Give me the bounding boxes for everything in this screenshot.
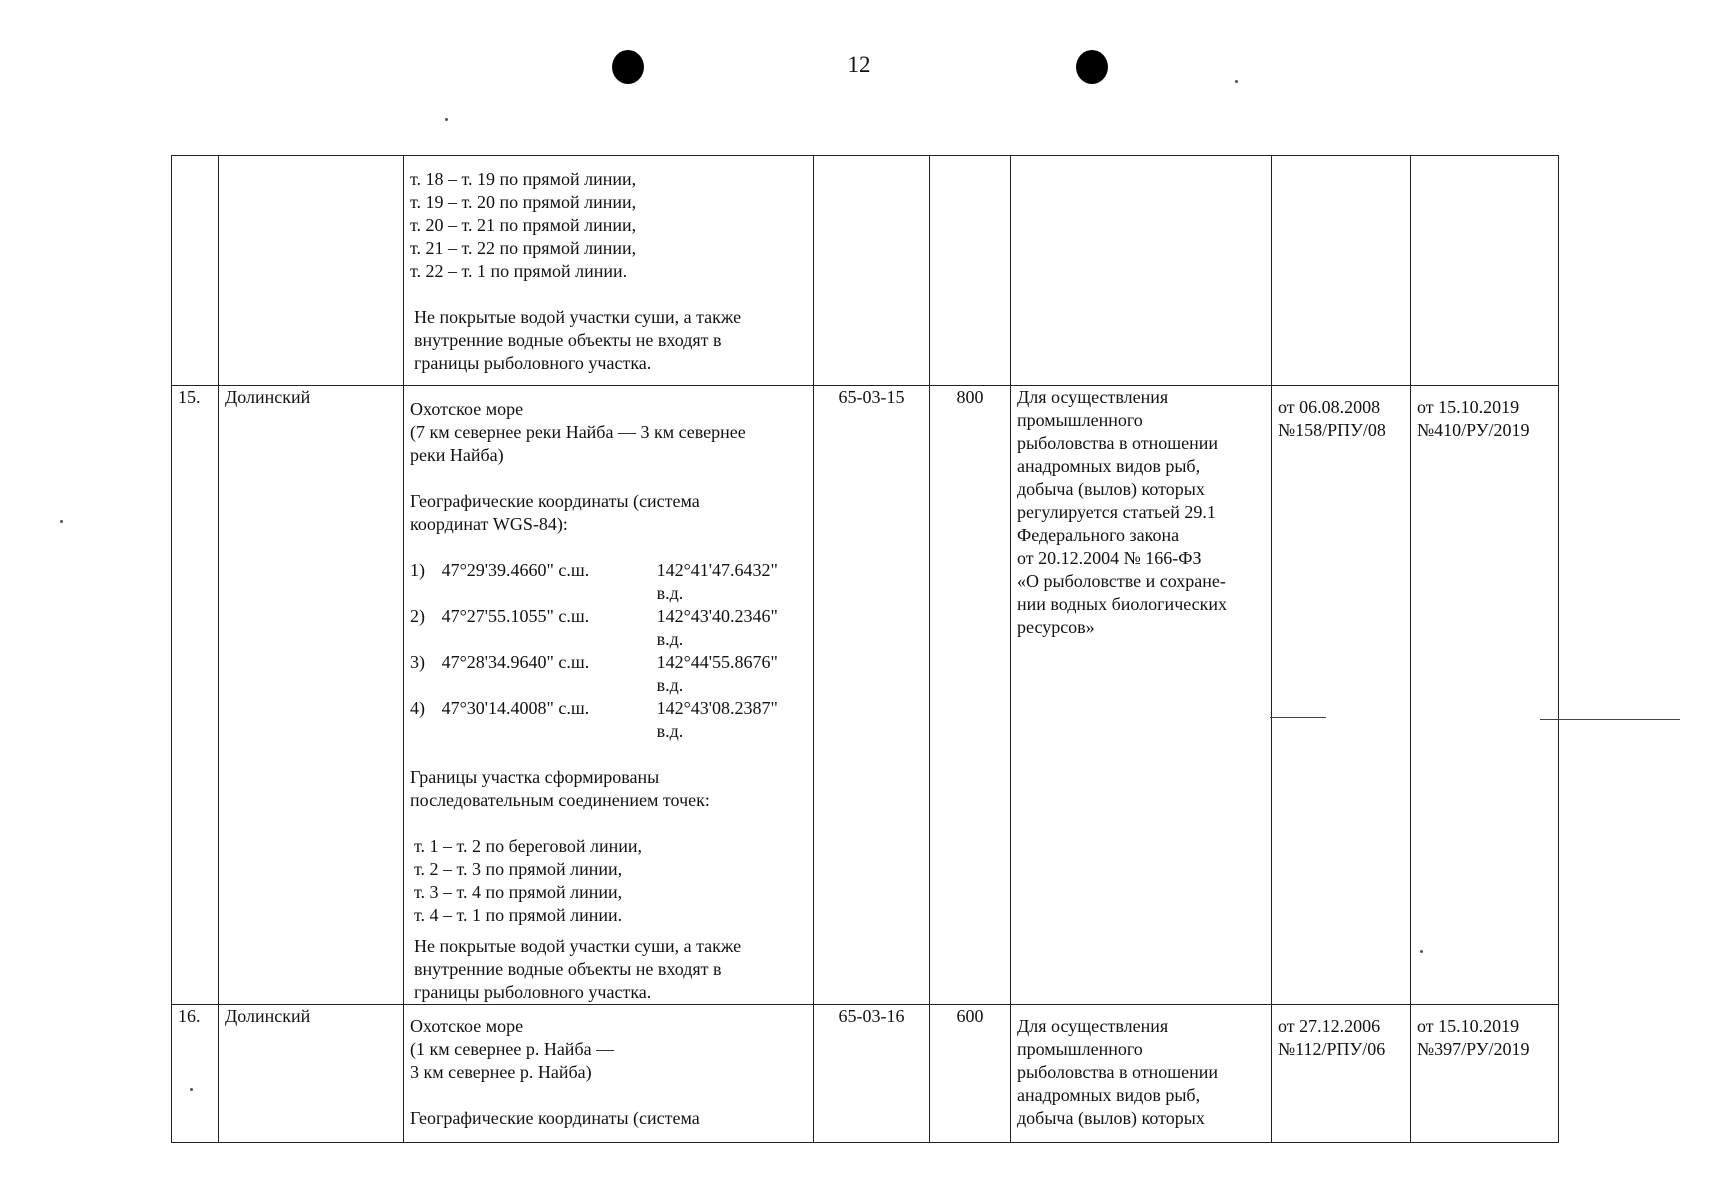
coord-index: 3) [410,652,425,672]
date-cell [1411,156,1559,386]
purpose-line: нии водных биологических [1017,594,1228,614]
purpose-line: «О рыболовстве и сохране- [1017,571,1226,591]
code-cell: 65-03-16 [814,1005,930,1143]
boundary-line: т. 20 – т. 21 по прямой линии, [410,215,637,235]
permit-date: от 27.12.2006 [1278,1016,1381,1036]
table-row [172,156,1559,386]
coord-lon: 142°44'55.8676" в.д. [656,652,778,695]
boundary-line: т. 3 – т. 4 по прямой линии, [414,882,623,902]
note-line: Не покрытые водой участки суши, а также [414,936,742,956]
purpose-line: Для осуществления [1017,387,1169,407]
coord-lat: 47°27'55.1055" с.ш. [441,606,590,626]
purpose-cell [1011,1005,1272,1143]
district-cell [219,156,404,386]
purpose-line: рыболовства в отношении [1017,433,1219,453]
purpose-line: анадромных видов рыб, [1017,456,1201,476]
boundary-line: т. 21 – т. 22 по прямой линии, [410,238,637,258]
scan-speck [1235,80,1238,83]
date-cell [1411,1005,1559,1143]
purpose-line: добыча (вылов) которых [1017,1108,1205,1128]
note-line: внутренние водные объекты не входят в [414,330,722,350]
permit-date: от 15.10.2019 [1417,1016,1520,1036]
note-line: границы рыболовного участка. [414,982,652,1002]
coordinate-row [410,605,807,651]
location-line: (7 км севернее реки Найба — 3 км севернее [410,422,746,442]
coord-lat: 47°30'14.4008" с.ш. [441,698,590,718]
permit-number: №158/РПУ/08 [1278,420,1386,440]
area-cell: 600 [930,1005,1011,1143]
scan-artifact-line [1270,717,1326,718]
boundary-line: т. 1 – т. 2 по береговой линии, [414,836,643,856]
purpose-line: Для осуществления [1017,1016,1169,1036]
coord-index: 2) [410,606,425,626]
note-line: Не покрытые водой участки суши, а также [414,307,742,327]
area-cell: 800 [930,386,1011,1005]
coord-lon: 142°41'47.6432" в.д. [656,560,778,603]
description-cell [404,1005,814,1143]
boundary-line: т. 19 – т. 20 по прямой линии, [410,192,637,212]
permit-number: №112/РПУ/06 [1278,1039,1386,1059]
scan-speck [1420,950,1423,953]
purpose-line: Федерального закона [1017,525,1180,545]
boundary-line: т. 22 – т. 1 по прямой линии. [410,261,628,281]
sea-name: Охотское море [410,1016,524,1036]
purpose-cell [1011,386,1272,1005]
location-line: 3 км севернее р. Найба) [410,1062,592,1082]
coords-heading: координат WGS-84): [410,514,568,534]
coordinate-row [410,651,807,697]
purpose-line: промышленного [1017,1039,1143,1059]
boundary-line: т. 18 – т. 19 по прямой линии, [410,169,637,189]
table-row [172,1005,1559,1143]
permit-number: №410/РУ/2019 [1417,420,1530,440]
scan-speck [445,118,448,121]
date-cell [1272,1005,1411,1143]
district-cell: Долинский [219,386,404,1005]
code-cell [814,156,930,386]
district-cell: Долинский [219,1005,404,1143]
punch-hole-left [612,50,644,84]
coordinate-row [410,697,807,743]
scan-speck [60,520,63,523]
punch-hole-right [1076,50,1108,84]
date-cell [1272,156,1411,386]
coord-lon: 142°43'08.2387" в.д. [656,698,778,741]
coords-heading: Географические координаты (система [410,491,700,511]
row-number-cell: 15. [172,386,219,1005]
purpose-cell [1011,156,1272,386]
coord-index: 1) [410,560,425,580]
date-cell [1272,386,1411,1005]
code-cell: 65-03-15 [814,386,930,1005]
note-line: границы рыболовного участка. [414,353,652,373]
coord-lat: 47°29'39.4660" с.ш. [441,560,590,580]
coord-lon: 142°43'40.2346" в.д. [656,606,778,649]
location-line: (1 км севернее р. Найба — [410,1039,615,1059]
date-cell [1411,386,1559,1005]
scan-speck [190,1088,193,1091]
coordinate-row [410,559,807,605]
coords-heading: Географические координаты (система [410,1108,700,1128]
description-cell [404,156,814,386]
purpose-line: рыболовства в отношении [1017,1062,1219,1082]
scan-artifact-line [1540,719,1680,720]
purpose-line: промышленного [1017,410,1143,430]
sea-name: Охотское море [410,399,524,419]
purpose-line: от 20.12.2004 № 166-ФЗ [1017,548,1202,568]
bounds-heading: последовательным соединением точек: [410,790,710,810]
boundary-line: т. 4 – т. 1 по прямой линии. [414,905,623,925]
permit-number: №397/РУ/2019 [1417,1039,1530,1059]
purpose-line: регулируется статьей 29.1 [1017,502,1216,522]
area-cell [930,156,1011,386]
row-number-cell: 16. [172,1005,219,1143]
boundary-line: т. 2 – т. 3 по прямой линии, [414,859,623,879]
row-number-cell [172,156,219,386]
description-cell [404,386,814,1005]
purpose-line: ресурсов» [1017,617,1095,637]
page-number: 12 [847,52,871,77]
bounds-heading: Границы участка сформированы [410,767,660,787]
coord-index: 4) [410,698,425,718]
coord-lat: 47°28'34.9640" с.ш. [441,652,590,672]
table-row [172,386,1559,1005]
permit-date: от 15.10.2019 [1417,397,1520,417]
location-line: реки Найба) [410,445,504,465]
purpose-line: анадромных видов рыб, [1017,1085,1201,1105]
fishing-plots-table [171,155,1559,1143]
permit-date: от 06.08.2008 [1278,397,1381,417]
purpose-line: добыча (вылов) которых [1017,479,1205,499]
note-line: внутренние водные объекты не входят в [414,959,722,979]
